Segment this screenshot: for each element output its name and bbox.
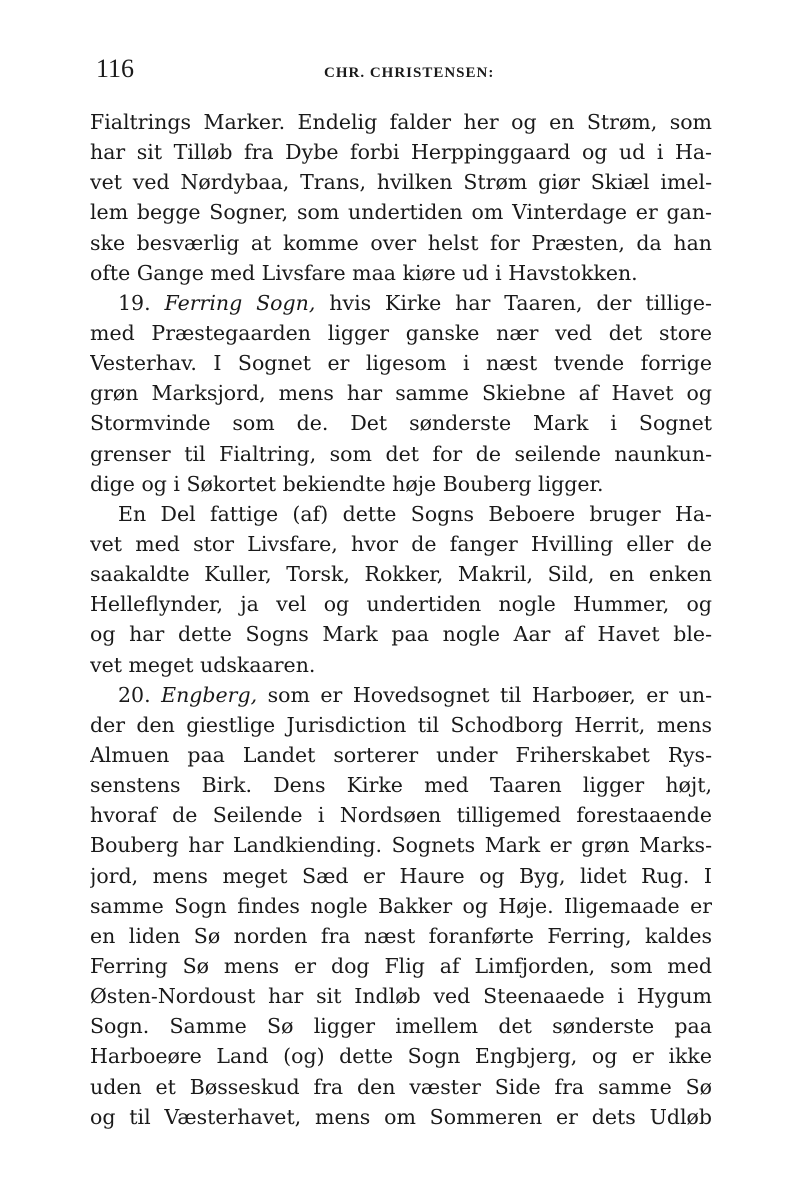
text-line: Bouberg har Landkiending. Sognets Mark er grøn Marks- (90, 833, 712, 858)
text-line: der den giestlige Jurisdiction til Schodborg Herrit, mens (90, 712, 712, 737)
section-number: 20. (118, 682, 151, 707)
text-line: senstens Birk. Dens Kirke med Taaren ligger højt, (90, 773, 712, 798)
section-title: Engberg, (161, 682, 258, 707)
text-line: Helleflynder, ja vel og undertiden nogle Hummer, og (90, 592, 712, 617)
section-title: Ferring Sogn, (164, 290, 316, 315)
text-line: grøn Marksjord, mens har samme Skiebne af Havet og (90, 381, 712, 406)
section-line-text: hvis Kirke har Taaren, der tillige- (329, 290, 712, 315)
text-line: saakaldte Kuller, Torsk, Rokker, Makril, Sild, en enken (90, 562, 712, 587)
text-line: lem begge Sogner, som undertiden om Vinterdage er gan- (90, 200, 712, 225)
text-line: og til Væsterhavet, mens om Sommeren er dets Udløb (90, 1104, 712, 1129)
text-line: med Præstegaarden ligger ganske nær ved det store (90, 320, 712, 345)
text-line: Sogn. Samme Sø ligger imellem det sønderste paa (90, 1014, 712, 1039)
text-line: Østen-Nordoust har sit Indløb ved Steenaaede i Hygum (90, 984, 712, 1009)
text-line: Ferring Sø mens er dog Flig af Limfjorden, som med (90, 953, 712, 978)
text-line: Vesterhav. I Sognet er ligesom i næst tvende forrige (90, 351, 712, 376)
page-header (90, 48, 712, 96)
book-page (90, 48, 712, 1129)
text-line: en liden Sø norden fra næst foranførte Ferring, kaldes (90, 923, 712, 948)
body-text (90, 107, 712, 1132)
page-number: 116 (96, 54, 135, 83)
text-line: samme Sogn findes nogle Bakker og Høje. Iligemaade er (90, 893, 712, 918)
text-line: Stormvinde som de. Det sønderste Mark i Sognet (90, 411, 712, 436)
text-line: vet meget udskaaren. (90, 652, 316, 677)
section-heading-line-ferring (90, 288, 712, 318)
text-line: vet med stor Livsfare, hvor de fanger Hvilling eller de (90, 531, 712, 556)
text-line: vet ved Nørdybaa, Trans, hvilken Strøm giør Skiæl imel- (90, 170, 712, 195)
text-line: jord, mens meget Sæd er Haure og Byg, lidet Rug. I (90, 863, 712, 888)
section-number: 19. (118, 290, 151, 315)
text-line: ske besværlig at komme over helst for Præsten, da han (90, 230, 712, 255)
section-heading-line-engberg (90, 680, 712, 710)
text-line: grenser til Fialtring, som det for de seilende naunkun- (90, 441, 712, 466)
text-line: Harboeøre Land (og) dette Sogn Engbjerg, og er ikke (90, 1044, 712, 1069)
text-line: ofte Gange med Livsfare maa kiøre ud i Havstokken. (90, 260, 638, 285)
text-line: og har dette Sogns Mark paa nogle Aar af Havet ble- (90, 622, 712, 647)
text-line: Fialtrings Marker. Endelig falder her og en Strøm, som (90, 110, 712, 134)
text-line: En Del fattige (af) dette Sogns Beboere bruger Ha- (118, 501, 712, 526)
section-line-text: som er Hovedsognet til Harboøer, er un- (267, 682, 712, 707)
text-line: uden et Bøsseskud fra den væster Side fra samme Sø (90, 1074, 712, 1099)
text-line: dige og i Søkortet bekiendte høje Bouberg ligger. (90, 471, 604, 496)
running-head: CHR. CHRISTENSEN: (324, 65, 495, 81)
text-line: hvoraf de Seilende i Nordsøen tilligemed forestaaende (90, 803, 712, 828)
text-line: Almuen paa Landet sorterer under Friherskabet Rys- (90, 742, 712, 767)
text-line: har sit Tilløb fra Dybe forbi Herppinggaard og ud i Ha- (90, 140, 712, 165)
